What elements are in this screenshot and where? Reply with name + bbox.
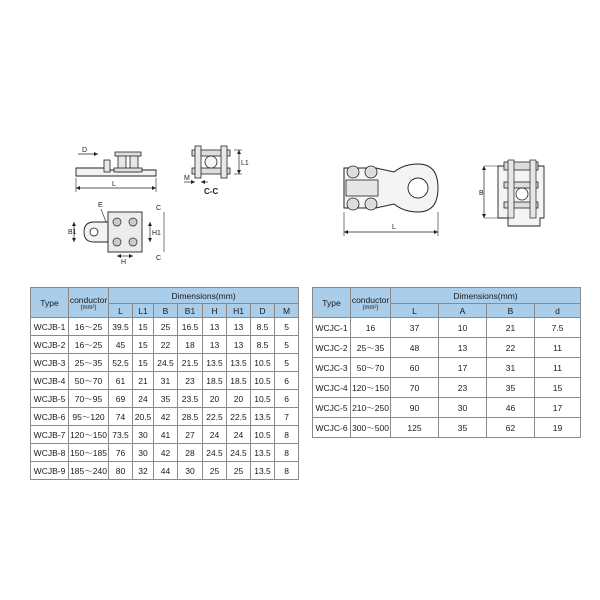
dimension-cell: 30 [178,462,203,480]
dimension-cell: 28.5 [178,408,203,426]
conductor-column-header [69,288,109,318]
dimension-cell: 8.5 [251,336,275,354]
conductor-cell: 50～70 [351,358,391,378]
type-column-header: Type [313,288,351,318]
dimension-cell: 35 [154,390,178,408]
dimension-cell: 74 [109,408,133,426]
dimension-cell: 24.5 [203,444,227,462]
dimension-column-header: H1 [227,304,251,318]
dimension-cell: 13 [227,336,251,354]
conductor-cell: 25～35 [351,338,391,358]
dimension-cell: 13.5 [251,462,275,480]
conductor-cell: 95～120 [69,408,109,426]
table-row [313,418,581,438]
dimension-cell: 28 [178,444,203,462]
table-row [31,372,299,390]
dimension-cell: 20 [227,390,251,408]
conductor-cell: 210～250 [351,398,391,418]
dimension-cell: 35 [439,418,487,438]
dimension-cell: 31 [154,372,178,390]
dimension-cell: 39.5 [109,318,133,336]
dimension-cell: 125 [391,418,439,438]
type-cell: WCJB-1 [31,318,69,336]
dimension-cell: 24.5 [154,354,178,372]
table-row [313,398,581,418]
conductor-header-label: conductor [351,294,390,305]
dimension-cell: 21.5 [178,354,203,372]
dimension-cell: 8 [275,462,299,480]
conductor-cell: 150～185 [69,444,109,462]
dimension-cell: 45 [109,336,133,354]
dimension-cell: 44 [154,462,178,480]
dimensions-header: Dimensions(mm) [391,288,581,304]
dimension-cell: 15 [133,336,154,354]
conductor-cell: 185～240 [69,462,109,480]
dimension-cell: 5 [275,354,299,372]
dimension-cell: 32 [133,462,154,480]
dimension-column-header: A [439,304,487,318]
dimension-cell: 17 [535,398,581,418]
conductor-header-label: conductor [69,294,108,305]
table-row [31,462,299,480]
dimension-cell: 6 [275,372,299,390]
dimension-cell: 21 [133,372,154,390]
conductor-cell: 300～500 [351,418,391,438]
dimension-column-header: H [203,304,227,318]
dimension-cell: 25 [203,462,227,480]
dimension-cell: 15 [133,354,154,372]
dimension-cell: 22.5 [227,408,251,426]
dimension-column-header: B1 [178,304,203,318]
dimension-cell: 11 [535,338,581,358]
wcjc-top-view-drawing [336,150,472,242]
dimension-column-header: M [275,304,299,318]
dimension-cell: 17 [439,358,487,378]
dim-label-e: E [98,202,103,209]
dimension-cell: 20 [203,390,227,408]
dimension-cell: 5 [275,336,299,354]
dimension-column-header: L [109,304,133,318]
dimension-cell: 13.5 [227,354,251,372]
dimension-column-header: L [391,304,439,318]
dimension-cell: 30 [133,426,154,444]
type-cell: WCJC-4 [313,378,351,398]
dim-label-d: D [82,147,88,154]
dimension-cell: 30 [133,444,154,462]
dimension-cell: 13 [439,338,487,358]
type-cell: WCJC-1 [313,318,351,338]
dim-label-l1: L1 [241,160,249,167]
conductor-cell: 16～25 [69,318,109,336]
dim-label-m: M [184,175,190,182]
dimension-cell: 19 [535,418,581,438]
type-cell: WCJB-5 [31,390,69,408]
dimension-cell: 24 [227,426,251,444]
dimension-cell: 5 [275,318,299,336]
type-cell: WCJB-4 [31,372,69,390]
dim-label-b1: B1 [68,229,77,236]
conductor-header-unit: (mm²) [80,304,97,311]
table-row [31,426,299,444]
dimension-cell: 35 [487,378,535,398]
type-cell: WCJC-3 [313,358,351,378]
conductor-cell: 50～70 [69,372,109,390]
dimension-cell: 7 [275,408,299,426]
dimension-cell: 27 [178,426,203,444]
dimension-cell: 13 [203,318,227,336]
table-row [313,318,581,338]
dimensions-header: Dimensions(mm) [109,288,299,304]
dimension-cell: 22.5 [203,408,227,426]
conductor-header-unit: (mm²) [362,304,379,311]
conductor-cell: 16 [351,318,391,338]
dimension-cell: 10 [439,318,487,338]
dimension-cell: 42 [154,444,178,462]
type-cell: WCJB-9 [31,462,69,480]
dimension-cell: 8.5 [251,318,275,336]
wcjc-dimensions-table [312,287,581,438]
type-cell: WCJB-6 [31,408,69,426]
dimension-cell: 21 [487,318,535,338]
table-row [313,358,581,378]
dimension-cell: 52.5 [109,354,133,372]
conductor-column-header [351,288,391,318]
conductor-cell: 16～25 [69,336,109,354]
dimension-cell: 80 [109,462,133,480]
dimension-cell: 46 [487,398,535,418]
dimension-cell: 20.5 [133,408,154,426]
type-cell: WCJC-6 [313,418,351,438]
table-row [313,338,581,358]
dimension-column-header: B [487,304,535,318]
dim-label-l-wcjc: L [392,224,396,231]
dimension-cell: 62 [487,418,535,438]
dimension-cell: 25 [154,318,178,336]
wcjb-section-view-drawing [182,138,252,200]
dimension-cell: 25 [227,462,251,480]
conductor-cell: 25～35 [69,354,109,372]
dimension-column-header: d [535,304,581,318]
dimension-cell: 15 [535,378,581,398]
table-row [31,354,299,372]
dimension-column-header: L1 [133,304,154,318]
table-row [31,336,299,354]
type-cell: WCJB-2 [31,336,69,354]
type-cell: WCJB-7 [31,426,69,444]
type-cell: WCJB-3 [31,354,69,372]
dimension-cell: 48 [391,338,439,358]
table-row [31,390,299,408]
table-row [31,318,299,336]
wcjb-dimensions-table [30,287,299,480]
dimension-cell: 90 [391,398,439,418]
dimension-cell: 8 [275,426,299,444]
dimension-cell: 13.5 [203,354,227,372]
wcjb-side-view-drawing [68,140,168,198]
type-cell: WCJC-2 [313,338,351,358]
dimension-cell: 69 [109,390,133,408]
dimension-cell: 70 [391,378,439,398]
table-row [313,378,581,398]
dimension-cell: 18.5 [203,372,227,390]
dimension-cell: 73.5 [109,426,133,444]
dimension-cell: 11 [535,358,581,378]
dimension-column-header: D [251,304,275,318]
dimension-cell: 10.5 [251,372,275,390]
table-row [31,444,299,462]
type-cell: WCJC-5 [313,398,351,418]
dimension-cell: 76 [109,444,133,462]
dimension-cell: 23 [439,378,487,398]
dim-label-c-bottom: C [156,255,162,262]
dimension-cell: 41 [154,426,178,444]
dimension-cell: 61 [109,372,133,390]
dimension-cell: 24 [203,426,227,444]
dimension-cell: 15 [133,318,154,336]
table-row [31,408,299,426]
dimension-cell: 22 [487,338,535,358]
dimension-cell: 18 [178,336,203,354]
dimension-cell: 13.5 [251,408,275,426]
dim-label-l: L [112,181,116,188]
dimension-cell: 16.5 [178,318,203,336]
dimension-cell: 10.5 [251,354,275,372]
dimension-cell: 30 [439,398,487,418]
dimension-cell: 37 [391,318,439,338]
dimension-cell: 13 [227,318,251,336]
dimension-cell: 18.5 [227,372,251,390]
dim-label-h: H [121,259,127,266]
dimension-column-header: B [154,304,178,318]
dimension-cell: 24 [133,390,154,408]
dimension-cell: 10.5 [251,390,275,408]
dimension-cell: 13.5 [251,444,275,462]
dimension-cell: 23.5 [178,390,203,408]
dimension-cell: 42 [154,408,178,426]
dim-label-c-top: C [156,205,162,212]
dimension-cell: 31 [487,358,535,378]
type-column-header: Type [31,288,69,318]
dimension-cell: 10.5 [251,426,275,444]
dim-label-b-wcjc: B [479,190,484,197]
wcjc-section-view-drawing [478,154,558,240]
dim-label-h1: H1 [152,230,161,237]
dimension-cell: 22 [154,336,178,354]
type-cell: WCJB-8 [31,444,69,462]
conductor-cell: 70～95 [69,390,109,408]
dimension-cell: 23 [178,372,203,390]
dimension-cell: 8 [275,444,299,462]
wcjb-top-view-drawing [68,198,188,266]
dimension-cell: 7.5 [535,318,581,338]
dimension-cell: 6 [275,390,299,408]
dimension-cell: 60 [391,358,439,378]
conductor-cell: 120～150 [69,426,109,444]
section-title-cc: C-C [204,187,219,196]
conductor-cell: 120～150 [351,378,391,398]
dimension-cell: 13 [203,336,227,354]
dimension-cell: 24.5 [227,444,251,462]
